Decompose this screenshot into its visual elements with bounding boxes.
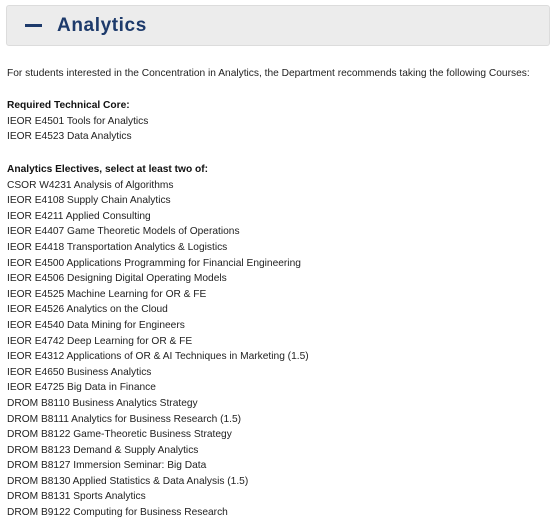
course-item: DROM B8131 Sports Analytics bbox=[7, 491, 146, 503]
course-item: IEOR E4211 Applied Consulting bbox=[7, 210, 151, 222]
course-item: DROM B9122 Computing for Business Research bbox=[7, 507, 228, 519]
accordion-title: Analytics bbox=[57, 14, 147, 36]
required-core-section bbox=[7, 98, 148, 145]
course-item: IEOR E4526 Analytics on the Cloud bbox=[7, 304, 168, 316]
course-item: DROM B8127 Immersion Seminar: Big Data bbox=[7, 460, 207, 472]
course-item: IEOR E4523 Data Analytics bbox=[7, 131, 132, 143]
course-item: IEOR E4500 Applications Programming for Financial Engineering bbox=[7, 257, 301, 269]
minus-icon[interactable] bbox=[25, 24, 42, 27]
course-item: CSOR W4231 Analysis of Algorithms bbox=[7, 179, 174, 191]
electives-list bbox=[7, 178, 309, 521]
accordion-header-analytics[interactable] bbox=[6, 5, 550, 46]
course-item: DROM B8111 Analytics for Business Research (1.5) bbox=[7, 413, 242, 425]
electives-heading: Analytics Electives, select at least two of: bbox=[7, 164, 208, 175]
course-item: IEOR E4540 Data Mining for Engineers bbox=[7, 319, 185, 331]
course-item: IEOR E4418 Transportation Analytics & Logistics bbox=[7, 241, 228, 253]
required-core-heading: Required Technical Core: bbox=[7, 100, 130, 111]
course-item: DROM B8122 Game-Theoretic Business Strategy bbox=[7, 429, 232, 441]
course-item: IEOR E4501 Tools for Analytics bbox=[7, 115, 149, 127]
course-item: IEOR E4312 Applications of OR & AI Techniques in Marketing (1.5) bbox=[7, 351, 309, 363]
course-item: IEOR E4650 Business Analytics bbox=[7, 366, 152, 378]
course-item: DROM B8123 Demand & Supply Analytics bbox=[7, 444, 199, 456]
course-item: IEOR E4742 Deep Learning for OR & FE bbox=[7, 335, 193, 347]
course-item: IEOR E4407 Game Theoretic Models of Operations bbox=[7, 226, 240, 238]
course-item: IEOR E4108 Supply Chain Analytics bbox=[7, 195, 171, 207]
course-item: IEOR E4725 Big Data in Finance bbox=[7, 382, 156, 394]
course-item: DROM B8130 Applied Statistics & Data Analysis (1.5) bbox=[7, 475, 249, 487]
required-core-list bbox=[7, 114, 148, 145]
intro-text: For students interested in the Concentration in Analytics, the Department recommends taking the following Courses: bbox=[7, 68, 530, 79]
course-item: IEOR E4506 Designing Digital Operating Models bbox=[7, 273, 227, 285]
course-item: DROM B8110 Business Analytics Strategy bbox=[7, 397, 198, 409]
electives-section bbox=[7, 162, 309, 521]
course-item: IEOR E4525 Machine Learning for OR & FE bbox=[7, 288, 207, 300]
